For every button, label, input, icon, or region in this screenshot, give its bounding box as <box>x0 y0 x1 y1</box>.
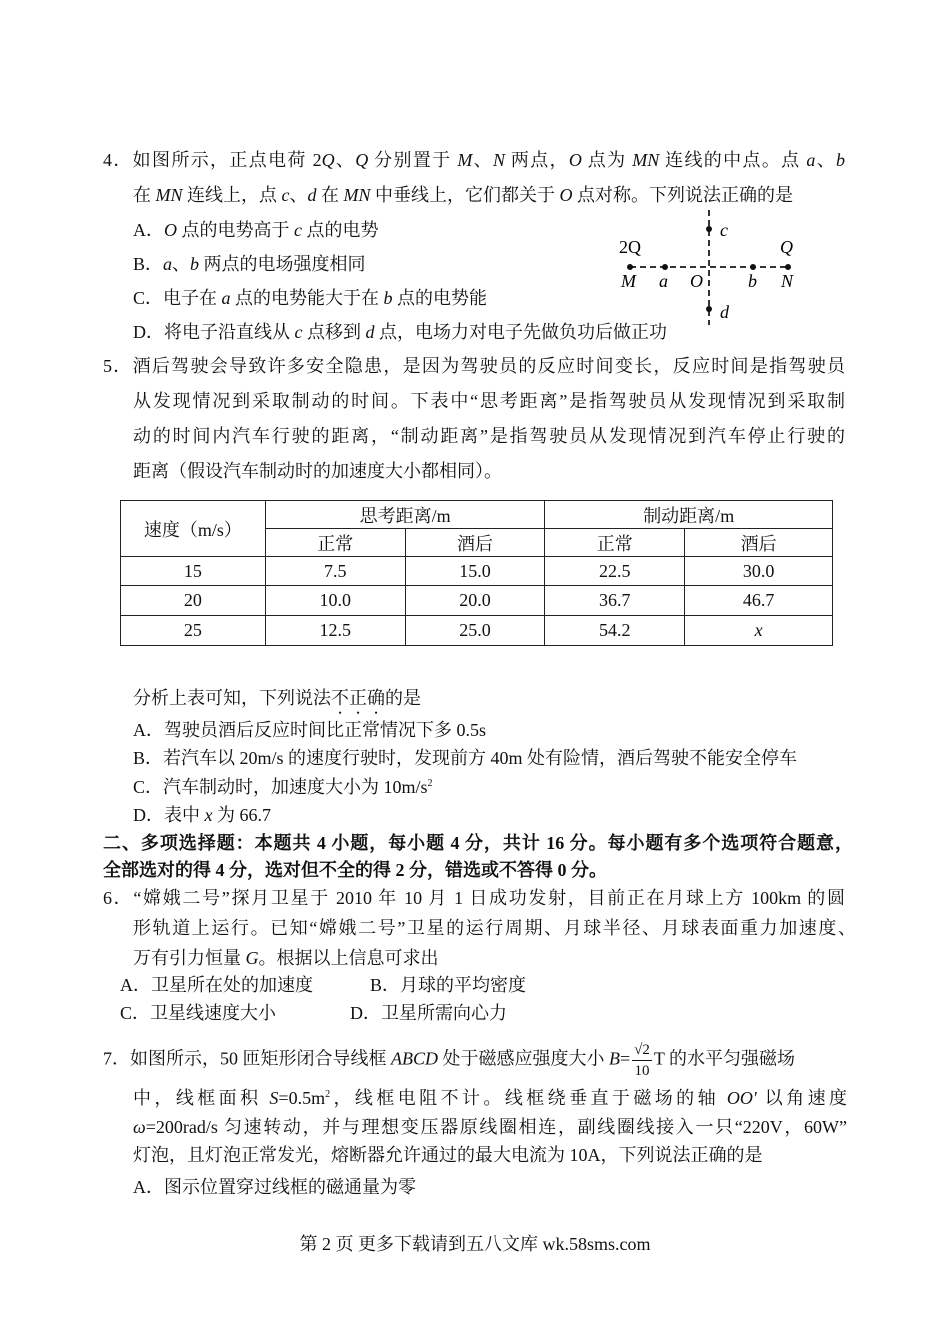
point-n <box>785 264 791 270</box>
fraction-denominator: 10 <box>634 1063 650 1079</box>
table-cell: 54.2 <box>545 616 685 646</box>
braking-distance-header: 制动距离/m <box>545 501 833 529</box>
text-segment: 中垂线上，它们都关于 <box>370 185 560 205</box>
text-segment: 中，线框面积 <box>133 1088 270 1108</box>
subheader: 酒后 <box>405 529 545 557</box>
q5-option-d <box>133 803 271 827</box>
text-segment: 。根据以上信息可求出 <box>258 948 439 968</box>
q7-stem-line-1 <box>103 1040 795 1081</box>
text-segment: MN <box>343 185 371 205</box>
emphasized-not-correct: 不正确 <box>331 688 385 708</box>
q5-stem-line-1: 5．酒后驾驶会导致许多安全隐患，是因为驾驶员的反应时间变长，反应时间是指驾驶员 <box>103 356 845 376</box>
point-d <box>706 306 712 312</box>
text-segment: ，线框电阻不计。线框绕垂直于磁场的轴 <box>330 1088 727 1108</box>
q4-option-c <box>133 286 487 310</box>
text-segment: 点的电势能 <box>392 288 488 308</box>
fraction-sqrt2-over-10 <box>632 1040 652 1081</box>
text-segment: x <box>204 805 213 825</box>
q7-text: T 的水平匀强磁场 <box>653 1048 796 1069</box>
table-row <box>121 616 833 646</box>
q4-option-b <box>133 252 366 276</box>
text-segment: A． <box>133 220 164 240</box>
label-d: d <box>720 302 729 322</box>
text-segment: C．电子在 <box>133 288 222 308</box>
text-segment: =200rad/s 匀速转动，并与理想变压器原线圈相连，副线圈线接入一只“220V，60W” <box>145 1117 847 1137</box>
q7-b-symbol: B <box>609 1048 620 1069</box>
text-segment: S <box>269 1088 279 1108</box>
section-2-heading-line-2: 全部选对的得 4 分，选对但不全的得 2 分，错选或不答得 0 分。 <box>103 860 607 880</box>
text-segment: 2 <box>325 1089 331 1100</box>
thinking-distance-header: 思考距离/m <box>265 501 545 529</box>
text-segment: 点为 <box>581 150 633 170</box>
text-segment: A．图示位置穿过线框的磁通量为零 <box>133 1177 416 1197</box>
table-row <box>121 586 833 616</box>
text-segment: Q <box>355 150 369 170</box>
text-segment: 2 <box>427 778 433 789</box>
label-o: O <box>690 271 703 291</box>
q7-stem-line-4 <box>133 1143 763 1167</box>
text-segment: D．表中 <box>133 805 205 825</box>
text-segment: =0.5m <box>278 1088 326 1108</box>
section-2-heading: 二、多项选择题：本题共 4 小题，每小题 4 分，共计 16 分。每小题有多个选项符合题意， <box>103 833 853 853</box>
text-segment: a <box>806 150 816 170</box>
point-m <box>627 264 633 270</box>
page-footer: 第 2 页 更多下载请到五八文库 wk.58sms.com <box>299 1234 651 1254</box>
label-b: b <box>748 271 757 291</box>
q6-option-a: A．卫星所在处的加速度 <box>120 975 313 995</box>
text-segment: A．驾驶员酒后反应时间比正常情况下多 0.5s <box>133 720 487 740</box>
text-segment: 点对称。下列说法正确的是 <box>572 185 793 205</box>
text-segment: MN <box>155 185 183 205</box>
text-segment: G <box>245 948 259 968</box>
text-segment: 为 66.7 <box>212 805 271 825</box>
q6-option-c: C．卫星线速度大小 <box>120 1003 277 1023</box>
text-segment: C．汽车制动时，加速度大小为 10m/s <box>133 777 428 797</box>
point-a <box>662 264 668 270</box>
text-segment: D．将电子沿直线从 <box>133 322 295 342</box>
reaction-distance-table <box>120 500 833 646</box>
table-cell: 15 <box>121 557 266 586</box>
text-segment: 、 <box>289 185 308 205</box>
text-segment: B．若汽车以 20m/s 的速度行驶时，发现前方 40m 处有险情，酒后驾驶不能安全停车 <box>133 748 798 768</box>
q5-option-b <box>133 746 797 770</box>
table-cell: 36.7 <box>545 586 685 616</box>
q5-stem-line-2: 从发现情况到采取制动的时间。下表中“思考距离”是指驾驶员从发现情况到采取制 <box>133 391 845 411</box>
text-segment: 点的电势 <box>302 220 379 240</box>
text-segment: 点的电势能大于在 <box>230 288 384 308</box>
label-c: c <box>720 220 728 240</box>
text-segment: 万有引力恒量 <box>133 948 246 968</box>
text-segment: c <box>294 322 303 342</box>
q7-text: 7．如图所示，50 匝矩形闭合导线框 <box>103 1048 391 1069</box>
table-cell: 10.0 <box>265 586 405 616</box>
q5-stem-line-3: 动的时间内汽车行驶的距离，“制动距离”是指驾驶员从发现情况到汽车停止行驶的 <box>133 426 845 446</box>
text-segment: 、 <box>815 150 837 170</box>
prompt-text: 的是 <box>385 688 421 708</box>
text-segment: O <box>164 220 177 240</box>
q7-option-a <box>133 1175 416 1199</box>
text-segment: N <box>493 150 506 170</box>
text-segment: 点移到 <box>302 322 366 342</box>
q7-stem-line-3 <box>133 1115 847 1139</box>
table-cell: 20 <box>121 586 266 616</box>
label-a: a <box>659 271 668 291</box>
text-segment: Q <box>321 150 335 170</box>
fraction-numerator: √2 <box>632 1040 652 1061</box>
text-segment: 连线上，点 <box>182 185 282 205</box>
text-segment: d <box>307 185 317 205</box>
text-segment: 以角速度 <box>756 1088 848 1108</box>
prompt-text: 分析上表可知，下列说法 <box>133 688 331 708</box>
q6-stem-line-2 <box>133 916 856 940</box>
text-segment: a <box>163 254 173 274</box>
q7-text: 处于磁感应强度大小 <box>438 1048 609 1069</box>
text-segment: MN <box>632 150 660 170</box>
text-segment: 、 <box>334 150 356 170</box>
subheader: 正常 <box>545 529 685 557</box>
text-segment: 在 <box>316 185 344 205</box>
table-cell: 30.0 <box>685 557 833 586</box>
table-cell: 7.5 <box>265 557 405 586</box>
subheader: 正常 <box>265 529 405 557</box>
table-cell: 25.0 <box>405 616 545 646</box>
q4-option-d <box>133 320 667 344</box>
q6-stem-line-1 <box>103 886 845 910</box>
q5-prompt <box>133 686 421 718</box>
text-segment: ω <box>133 1117 146 1137</box>
text-segment: O <box>568 150 582 170</box>
text-segment: d <box>365 322 375 342</box>
text-segment: b <box>383 288 393 308</box>
text-segment: 点的电势高于 <box>177 220 294 240</box>
text-segment: 形轨道上运行。已知“嫦娥二号”卫星的运行周期、月球半径、月球表面重力加速度、 <box>133 918 856 938</box>
q6-stem-line-3 <box>133 946 439 970</box>
text-segment: 两点， <box>505 150 569 170</box>
q6-option-d: D．卫星所需向心力 <box>350 1003 507 1023</box>
table-cell: 25 <box>121 616 266 646</box>
text-segment: 点，电场力对电子先做负功后做正功 <box>374 322 667 342</box>
q7-eq: = <box>620 1048 631 1069</box>
q7-stem-line-2 <box>133 1086 847 1110</box>
table-header-row <box>121 501 833 529</box>
point-b <box>750 264 756 270</box>
label-m: M <box>621 271 636 291</box>
table-cell: x <box>685 616 833 646</box>
text-segment: c <box>281 185 290 205</box>
label-2q: 2Q <box>619 237 641 257</box>
point-c <box>706 226 712 232</box>
text-segment: 灯泡，且灯泡正常发光，熔断器允许通过的最大电流为 10A，下列说法正确的是 <box>133 1145 763 1165</box>
q5-stem-line-4: 距离（假设汽车制动时的加速度大小都相同）。 <box>133 461 502 481</box>
label-q: Q <box>780 237 793 257</box>
text-segment: M <box>457 150 473 170</box>
q4-option-a <box>133 218 379 242</box>
table-row <box>121 557 833 586</box>
text-segment: 连线的中点。点 <box>659 150 807 170</box>
text-segment: 两点的电场强度相同 <box>199 254 366 274</box>
table-cell: 15.0 <box>405 557 545 586</box>
q4-stem-line-1 <box>103 148 845 172</box>
q4-stem-line-2 <box>133 183 793 207</box>
table-cell: 12.5 <box>265 616 405 646</box>
text-segment: b <box>190 254 200 274</box>
table-cell: 46.7 <box>685 586 833 616</box>
label-n: N <box>781 271 794 291</box>
text-segment: 6．“嫦娥二号”探月卫星于 2010 年 10 月 1 日成功发射，目前正在月球上方 100km 的圆 <box>103 888 845 908</box>
text-segment: b <box>836 150 846 170</box>
text-segment: OO′ <box>726 1088 757 1108</box>
table-cell: 20.0 <box>405 586 545 616</box>
table-cell: 22.5 <box>545 557 685 586</box>
text-segment: 在 <box>133 185 156 205</box>
text-segment: B． <box>133 254 164 274</box>
text-segment: c <box>294 220 302 240</box>
text-segment: 、 <box>472 150 494 170</box>
subheader: 酒后 <box>685 529 833 557</box>
q7-abcd: ABCD <box>391 1048 438 1069</box>
text-segment: 、 <box>172 254 191 274</box>
q6-option-b: B．月球的平均密度 <box>370 975 527 995</box>
text-segment: 4．如图所示，正点电荷 2 <box>103 150 322 170</box>
text-segment: a <box>221 288 231 308</box>
charge-diagram <box>610 210 810 325</box>
text-segment: O <box>559 185 573 205</box>
q5-option-a <box>133 718 486 742</box>
q5-option-c <box>133 775 433 799</box>
text-segment: 分别置于 <box>368 150 458 170</box>
speed-header: 速度（m/s） <box>121 501 266 557</box>
